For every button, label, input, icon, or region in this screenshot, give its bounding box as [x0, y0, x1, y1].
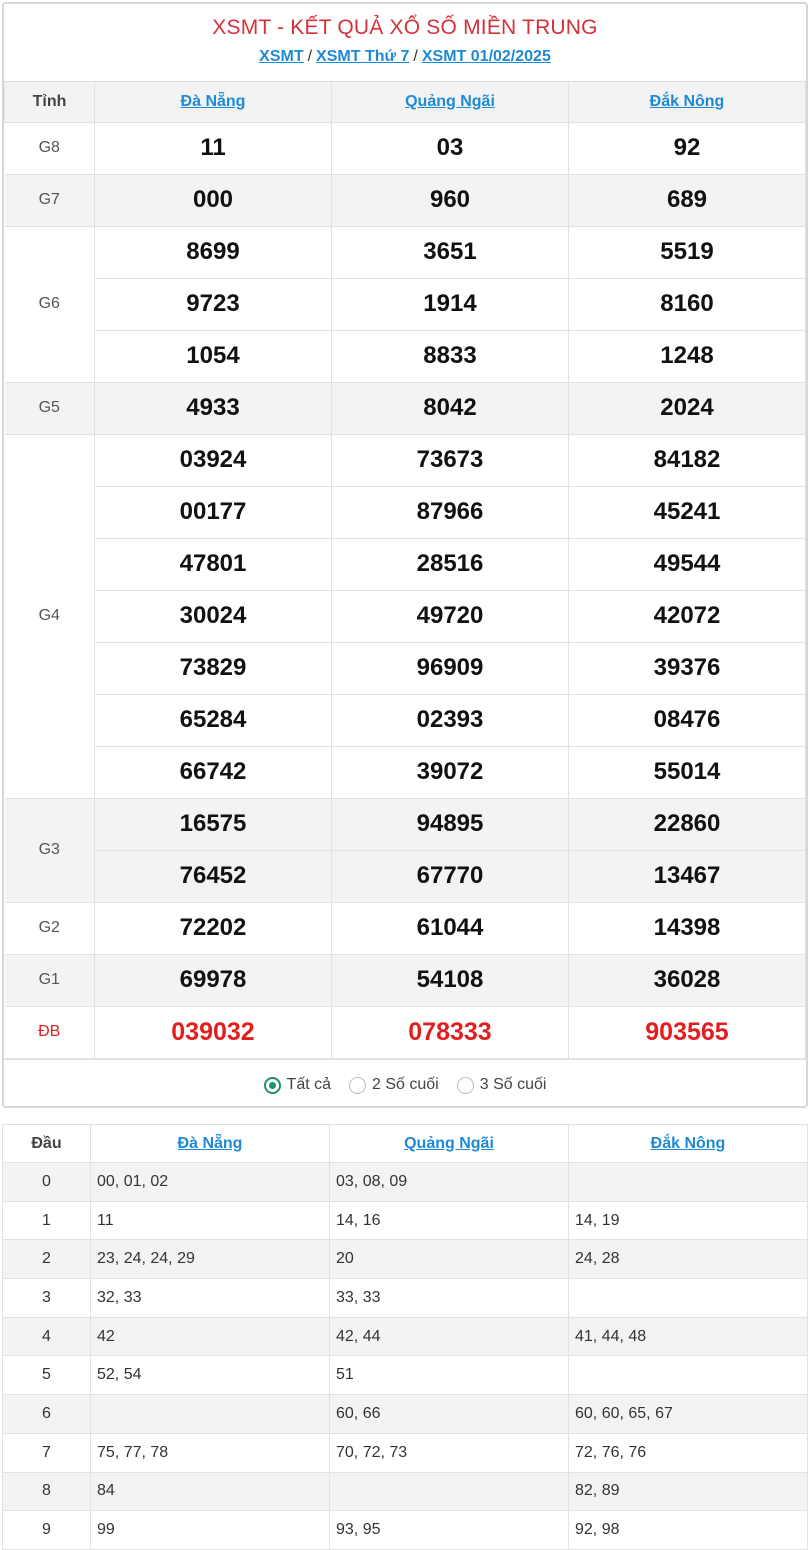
prize-number: 000	[95, 174, 332, 226]
loto-row	[3, 1433, 808, 1472]
prize-number: 689	[569, 174, 806, 226]
loto-values	[91, 1395, 330, 1434]
loto-row	[3, 1201, 808, 1240]
loto-values: 75, 77, 78	[91, 1433, 330, 1472]
loto-head-digit: 6	[3, 1395, 91, 1434]
prize-number: 42072	[569, 590, 806, 642]
prize-number: 8042	[332, 382, 569, 434]
province-link[interactable]: Đắk Nông	[650, 1134, 726, 1152]
loto-head-digit: 8	[3, 1472, 91, 1511]
prize-row	[5, 538, 806, 590]
loto-values: 14, 19	[569, 1201, 808, 1240]
prize-label: G3	[5, 798, 95, 902]
prize-number: 61044	[332, 902, 569, 954]
prize-row	[5, 122, 806, 174]
loto-row	[3, 1240, 808, 1279]
prize-number: 66742	[95, 746, 332, 798]
loto-values: 93, 95	[330, 1511, 569, 1550]
breadcrumb-separator: /	[413, 48, 418, 65]
province-link[interactable]: Đà Nẵng	[177, 1134, 243, 1152]
prize-number: 65284	[95, 694, 332, 746]
prize-number: 54108	[332, 954, 569, 1006]
loto-values: 51	[330, 1356, 569, 1395]
loto-panel	[2, 1124, 808, 1550]
loto-head-digit: 7	[3, 1433, 91, 1472]
loto-values: 42, 44	[330, 1317, 569, 1356]
prize-number: 36028	[569, 954, 806, 1006]
prize-number: 039032	[95, 1006, 332, 1058]
loto-values	[569, 1163, 808, 1202]
radio-selected-icon[interactable]	[264, 1077, 281, 1094]
prize-row	[5, 382, 806, 434]
prize-number: 13467	[569, 850, 806, 902]
prize-label: G5	[5, 382, 95, 434]
loto-values: 72, 76, 76	[569, 1433, 808, 1472]
column-header-province	[332, 82, 569, 122]
loto-values: 20	[330, 1240, 569, 1279]
prize-number: 5519	[569, 226, 806, 278]
loto-row	[3, 1395, 808, 1434]
loto-values: 23, 24, 24, 29	[91, 1240, 330, 1279]
province-link[interactable]: Quảng Ngãi	[404, 1134, 494, 1152]
prize-number: 73829	[95, 642, 332, 694]
prize-number: 1054	[95, 330, 332, 382]
prize-label: ĐB	[5, 1006, 95, 1058]
breadcrumb-link-date[interactable]: XSMT 01/02/2025	[421, 48, 551, 65]
loto-head-digit: 5	[3, 1356, 91, 1395]
loto-head-digit: 2	[3, 1240, 91, 1279]
prize-number: 960	[332, 174, 569, 226]
loto-values: 82, 89	[569, 1472, 808, 1511]
loto-values: 42	[91, 1317, 330, 1356]
results-table	[4, 82, 806, 1059]
option-label: Tất cả	[286, 1076, 332, 1093]
prize-row	[5, 642, 806, 694]
prize-row	[5, 746, 806, 798]
loto-head-digit: 0	[3, 1163, 91, 1202]
prize-number: 8833	[332, 330, 569, 382]
prize-number: 8699	[95, 226, 332, 278]
loto-values: 14, 16	[330, 1201, 569, 1240]
prize-number: 1914	[332, 278, 569, 330]
column-header-dau: Đầu	[3, 1125, 91, 1163]
option-last-2-digits[interactable]	[349, 1076, 439, 1094]
results-header-row	[5, 82, 806, 122]
loto-values: 99	[91, 1511, 330, 1550]
digit-filter-options	[4, 1059, 806, 1109]
prize-label: G6	[5, 226, 95, 382]
loto-head-digit: 3	[3, 1279, 91, 1318]
loto-values: 24, 28	[569, 1240, 808, 1279]
prize-row	[5, 694, 806, 746]
loto-values: 84	[91, 1472, 330, 1511]
prize-label: G1	[5, 954, 95, 1006]
breadcrumb-separator: /	[307, 48, 313, 65]
column-header-province	[569, 1125, 808, 1163]
prize-label: G8	[5, 122, 95, 174]
option-label: 3 Số cuối	[479, 1076, 547, 1093]
prize-number: 3651	[332, 226, 569, 278]
prize-row	[5, 902, 806, 954]
loto-values: 33, 33	[330, 1279, 569, 1318]
prize-label: G4	[5, 434, 95, 798]
prize-number: 4933	[95, 382, 332, 434]
column-header-province	[91, 1125, 330, 1163]
loto-head-digit: 1	[3, 1201, 91, 1240]
prize-number: 76452	[95, 850, 332, 902]
loto-row	[3, 1317, 808, 1356]
prize-row	[5, 1006, 806, 1058]
prize-number: 55014	[569, 746, 806, 798]
option-last-3-digits[interactable]	[457, 1076, 547, 1094]
prize-number: 67770	[332, 850, 569, 902]
prize-number: 39072	[332, 746, 569, 798]
prize-number: 92	[569, 122, 806, 174]
option-all[interactable]	[264, 1076, 331, 1094]
loto-values: 70, 72, 73	[330, 1433, 569, 1472]
prize-number: 08476	[569, 694, 806, 746]
prize-number: 9723	[95, 278, 332, 330]
loto-values: 52, 54	[91, 1356, 330, 1395]
prize-number: 94895	[332, 798, 569, 850]
prize-number: 45241	[569, 486, 806, 538]
loto-row	[3, 1472, 808, 1511]
prize-number: 903565	[569, 1006, 806, 1058]
prize-row	[5, 330, 806, 382]
prize-number: 39376	[569, 642, 806, 694]
prize-number: 00177	[95, 486, 332, 538]
results-panel	[2, 2, 808, 1108]
prize-row	[5, 278, 806, 330]
loto-head-digit: 9	[3, 1511, 91, 1550]
radio-empty-icon[interactable]	[349, 1077, 366, 1094]
prize-number: 28516	[332, 538, 569, 590]
prize-row	[5, 954, 806, 1006]
prize-number: 03	[332, 122, 569, 174]
prize-number: 02393	[332, 694, 569, 746]
prize-number: 72202	[95, 902, 332, 954]
prize-number: 14398	[569, 902, 806, 954]
prize-row	[5, 486, 806, 538]
loto-row	[3, 1511, 808, 1550]
prize-number: 11	[95, 122, 332, 174]
prize-row	[5, 174, 806, 226]
prize-number: 2024	[569, 382, 806, 434]
loto-values: 60, 66	[330, 1395, 569, 1434]
column-header-province-label: Tỉnh	[5, 82, 95, 122]
prize-number: 22860	[569, 798, 806, 850]
prize-label: G2	[5, 902, 95, 954]
loto-values	[330, 1472, 569, 1511]
loto-values: 00, 01, 02	[91, 1163, 330, 1202]
prize-number: 69978	[95, 954, 332, 1006]
loto-table	[2, 1124, 808, 1550]
province-link[interactable]: Đắk Nông	[649, 92, 725, 110]
prize-number: 1248	[569, 330, 806, 382]
column-header-province	[95, 82, 332, 122]
prize-number: 03924	[95, 434, 332, 486]
prize-number: 16575	[95, 798, 332, 850]
prize-row	[5, 226, 806, 278]
prize-number: 49720	[332, 590, 569, 642]
prize-number: 078333	[332, 1006, 569, 1058]
loto-values: 60, 60, 65, 67	[569, 1395, 808, 1434]
prize-row	[5, 850, 806, 902]
loto-row	[3, 1356, 808, 1395]
loto-values: 41, 44, 48	[569, 1317, 808, 1356]
prize-row	[5, 590, 806, 642]
column-header-province	[569, 82, 806, 122]
province-link[interactable]: Đà Nẵng	[180, 92, 246, 110]
loto-values: 32, 33	[91, 1279, 330, 1318]
loto-row	[3, 1279, 808, 1318]
prize-number: 49544	[569, 538, 806, 590]
option-label: 2 Số cuối	[372, 1076, 439, 1093]
loto-values: 11	[91, 1201, 330, 1240]
breadcrumb-link-xsmt[interactable]: XSMT	[259, 48, 304, 65]
results-header	[4, 4, 806, 82]
prize-number: 96909	[332, 642, 569, 694]
radio-empty-icon[interactable]	[457, 1077, 474, 1094]
loto-header-row	[3, 1125, 808, 1163]
prize-label: G7	[5, 174, 95, 226]
loto-values: 03, 08, 09	[330, 1163, 569, 1202]
loto-row	[3, 1163, 808, 1202]
prize-number: 73673	[332, 434, 569, 486]
prize-number: 84182	[569, 434, 806, 486]
breadcrumb-link-weekday[interactable]: XSMT Thứ 7	[316, 48, 410, 65]
prize-row	[5, 798, 806, 850]
loto-values: 92, 98	[569, 1511, 808, 1550]
loto-values	[569, 1356, 808, 1395]
prize-number: 47801	[95, 538, 332, 590]
loto-values	[569, 1279, 808, 1318]
prize-number: 8160	[569, 278, 806, 330]
prize-number: 30024	[95, 590, 332, 642]
loto-head-digit: 4	[3, 1317, 91, 1356]
prize-number: 87966	[332, 486, 569, 538]
column-header-province	[330, 1125, 569, 1163]
breadcrumb	[4, 48, 806, 66]
prize-row	[5, 434, 806, 486]
province-link[interactable]: Quảng Ngãi	[405, 92, 495, 110]
page-title: XSMT - KẾT QUẢ XỔ SỐ MIỀN TRUNG	[212, 16, 598, 39]
